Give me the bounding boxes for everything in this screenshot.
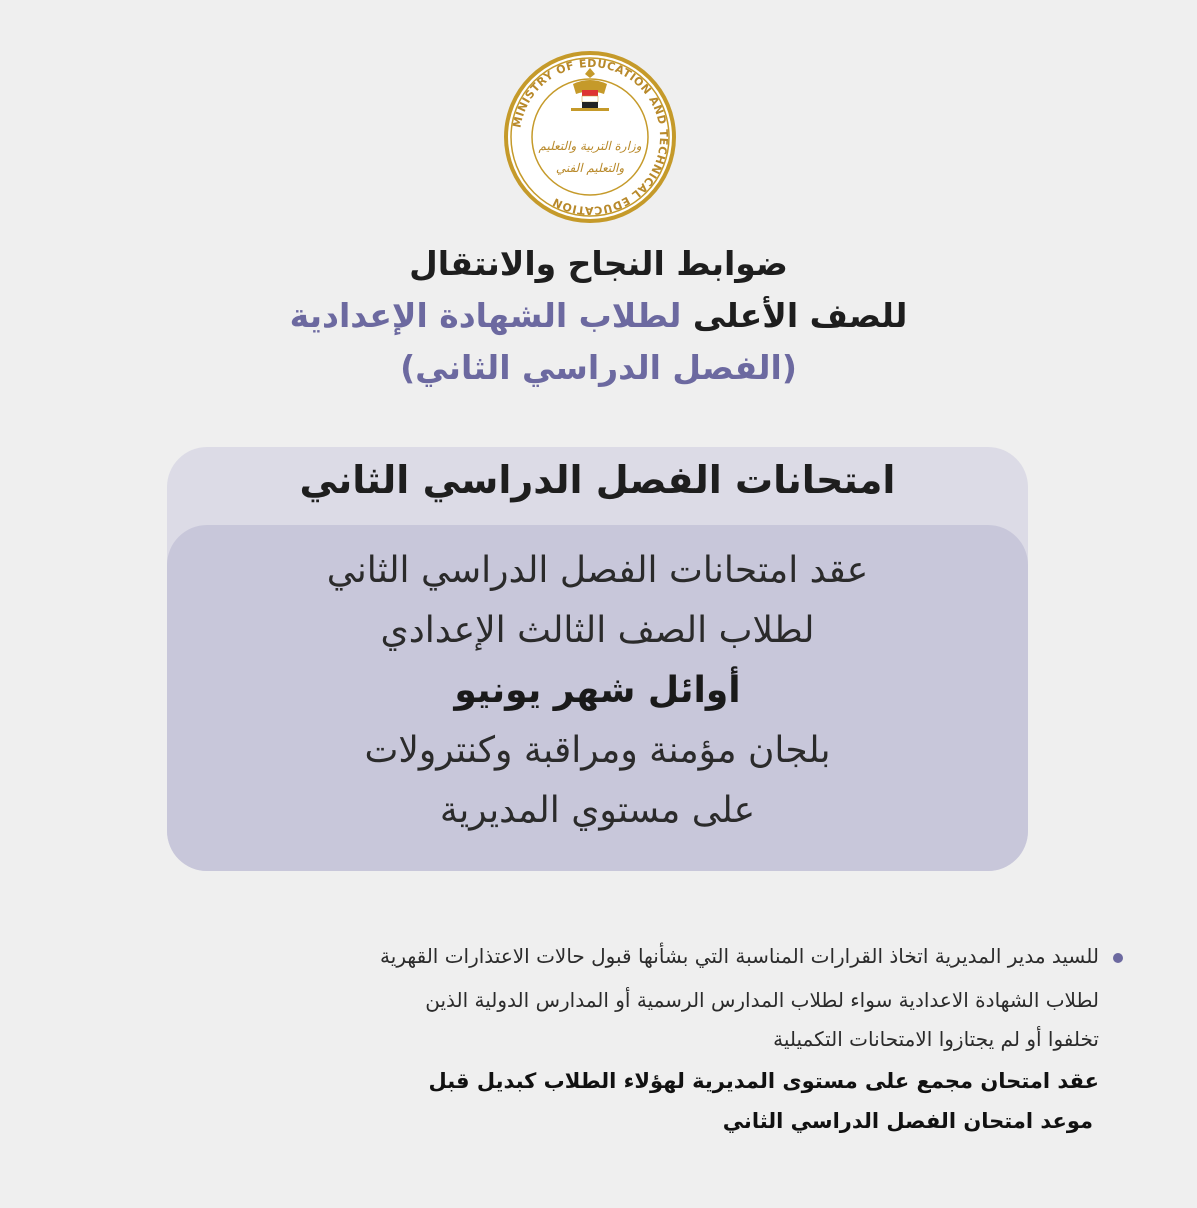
note-line: للسيد مدير المديرية اتخاذ القرارات المناسبة التي بشأنها قبول حالات الاعتذارات القهرية xyxy=(380,944,1099,968)
bullet-icon xyxy=(1113,953,1123,963)
note-line-bold: عقد امتحان مجمع على مستوى المديرية لهؤلاء الطلاب كبديل قبل xyxy=(428,1069,1099,1093)
exam-card-line-highlight: أوائل شهر يونيو xyxy=(454,670,741,711)
exam-card-heading: امتحانات الفصل الدراسي الثاني xyxy=(299,458,896,502)
svg-text:والتعليم الفني: والتعليم الفني xyxy=(555,161,625,175)
page-subtitle: (الفصل الدراسي الثاني) xyxy=(400,348,797,387)
exam-card-line: عقد امتحانات الفصل الدراسي الثاني xyxy=(326,550,869,591)
page-title-line-2-prefix: للصف الأعلى xyxy=(692,296,908,335)
note-line-bold: موعد امتحان الفصل الدراسي الثاني xyxy=(722,1109,1093,1133)
exam-card-line: لطلاب الصف الثالث الإعدادي xyxy=(380,610,815,651)
exam-card-line: على مستوي المديرية xyxy=(439,790,756,831)
page-title-line-1: ضوابط النجاح والانتقال xyxy=(409,244,788,283)
page-title-line-2-accent: لطلاب الشهادة الإعدادية xyxy=(289,296,682,335)
note-line: لطلاب الشهادة الاعدادية سواء لطلاب المدارس الرسمية أو المدارس الدولية الذين xyxy=(425,988,1099,1012)
page-title-line-2 xyxy=(0,296,1197,335)
svg-text:وزارة التربية والتعليم: وزارة التربية والتعليم xyxy=(538,139,642,153)
ministry-seal-icon xyxy=(503,50,677,224)
note-line: تخلفوا أو لم يجتازوا الامتحانات التكميلية xyxy=(773,1027,1099,1051)
seal-ring-text: MINISTRY OF EDUCATION AND TECHNICAL EDUCATION xyxy=(510,56,671,218)
exam-card-line: بلجان مؤمنة ومراقبة وكنترولات xyxy=(364,730,831,771)
